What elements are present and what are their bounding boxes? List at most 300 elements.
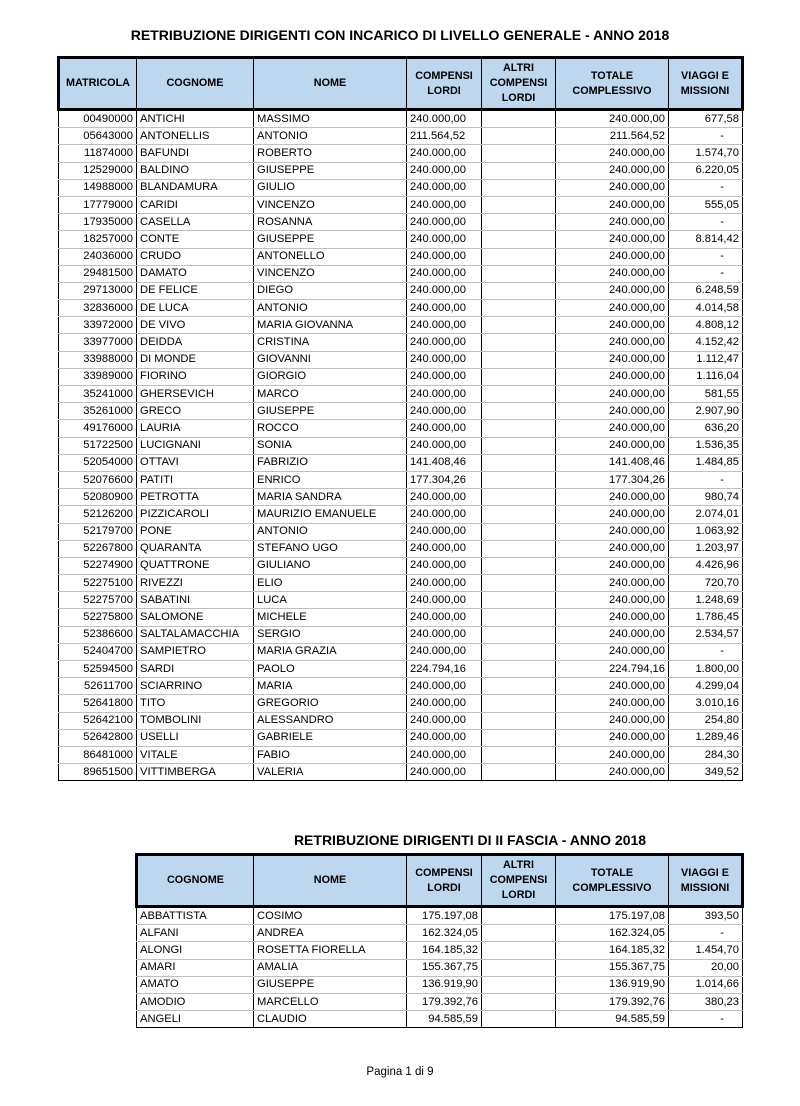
cell-matricola: 89651500 bbox=[59, 764, 137, 781]
table-row bbox=[59, 179, 743, 196]
cell-viaggi: 380,23 bbox=[669, 993, 743, 1010]
table1-title: RETRIBUZIONE DIRIGENTI CON INCARICO DI LIVELLO GENERALE - ANNO 2018 bbox=[130, 27, 670, 43]
cell-totale: 240.000,00 bbox=[556, 506, 669, 523]
cell-cognome: LAURIA bbox=[137, 420, 254, 437]
cell-altri-compensi bbox=[482, 643, 556, 660]
cell-viaggi: 4.299,04 bbox=[669, 678, 743, 695]
cell-altri-compensi bbox=[482, 942, 556, 959]
cell-totale: 175.197,08 bbox=[556, 907, 669, 925]
cell-matricola: 14988000 bbox=[59, 179, 137, 196]
cell-cognome: BAFUNDI bbox=[137, 145, 254, 162]
cell-nome: PAOLO bbox=[254, 661, 407, 678]
table-row bbox=[59, 695, 743, 712]
cell-compensi-lordi: 240.000,00 bbox=[407, 643, 482, 660]
cell-matricola: 52126200 bbox=[59, 506, 137, 523]
cell-totale: 179.392,76 bbox=[556, 993, 669, 1010]
cell-nome: MARIA GIOVANNA bbox=[254, 317, 407, 334]
table-row bbox=[59, 265, 743, 282]
cell-totale: 136.919,90 bbox=[556, 976, 669, 993]
cell-matricola: 51722500 bbox=[59, 437, 137, 454]
cell-altri-compensi bbox=[482, 282, 556, 299]
cell-matricola: 52594500 bbox=[59, 661, 137, 678]
cell-totale: 164.185,32 bbox=[556, 942, 669, 959]
cell-compensi-lordi: 240.000,00 bbox=[407, 592, 482, 609]
cell-matricola: 52274900 bbox=[59, 557, 137, 574]
cell-matricola: 52076600 bbox=[59, 471, 137, 488]
cell-nome: GIULIO bbox=[254, 179, 407, 196]
col-matricola: MATRICOLA bbox=[59, 58, 137, 110]
cell-cognome: ANTICHI bbox=[137, 110, 254, 128]
cell-nome: MARIA GRAZIA bbox=[254, 643, 407, 660]
col-nome: NOME bbox=[254, 855, 407, 907]
table-row bbox=[59, 282, 743, 299]
cell-viaggi: 1.248,69 bbox=[669, 592, 743, 609]
cell-totale: 240.000,00 bbox=[556, 592, 669, 609]
cell-matricola: 17935000 bbox=[59, 214, 137, 231]
cell-altri-compensi bbox=[482, 179, 556, 196]
cell-compensi-lordi: 240.000,00 bbox=[407, 746, 482, 763]
cell-altri-compensi bbox=[482, 334, 556, 351]
cell-viaggi: 393,50 bbox=[669, 907, 743, 925]
cell-totale: 240.000,00 bbox=[556, 557, 669, 574]
cell-viaggi: - bbox=[669, 1011, 743, 1028]
cell-cognome: ANGELI bbox=[137, 1011, 254, 1028]
cell-cognome: VITTIMBERGA bbox=[137, 764, 254, 781]
cell-nome: ROBERTO bbox=[254, 145, 407, 162]
table-row bbox=[59, 162, 743, 179]
cell-cognome: DE FELICE bbox=[137, 282, 254, 299]
cell-nome: STEFANO UGO bbox=[254, 540, 407, 557]
cell-cognome: CONTE bbox=[137, 231, 254, 248]
table-row bbox=[59, 557, 743, 574]
table-row bbox=[59, 248, 743, 265]
cell-altri-compensi bbox=[482, 925, 556, 942]
cell-cognome: PONE bbox=[137, 523, 254, 540]
cell-nome: CRISTINA bbox=[254, 334, 407, 351]
cell-totale: 240.000,00 bbox=[556, 300, 669, 317]
table-row bbox=[137, 976, 743, 993]
cell-compensi-lordi: 240.000,00 bbox=[407, 386, 482, 403]
cell-compensi-lordi: 240.000,00 bbox=[407, 265, 482, 282]
table-row bbox=[137, 1011, 743, 1028]
cell-compensi-lordi: 240.000,00 bbox=[407, 162, 482, 179]
cell-compensi-lordi: 240.000,00 bbox=[407, 317, 482, 334]
cell-matricola: 52642800 bbox=[59, 729, 137, 746]
cell-nome: GABRIELE bbox=[254, 729, 407, 746]
col-totale: TOTALE COMPLESSIVO bbox=[556, 855, 669, 907]
cell-altri-compensi bbox=[482, 592, 556, 609]
cell-compensi-lordi: 211.564,52 bbox=[407, 128, 482, 145]
table1-header-row bbox=[59, 58, 743, 110]
table-row bbox=[59, 764, 743, 781]
cell-compensi-lordi: 240.000,00 bbox=[407, 437, 482, 454]
table-row bbox=[59, 575, 743, 592]
cell-totale: 240.000,00 bbox=[556, 317, 669, 334]
cell-nome: FABRIZIO bbox=[254, 454, 407, 471]
cell-nome: ANTONIO bbox=[254, 523, 407, 540]
cell-matricola: 11874000 bbox=[59, 145, 137, 162]
cell-altri-compensi bbox=[482, 764, 556, 781]
table-row bbox=[59, 540, 743, 557]
table-row bbox=[59, 523, 743, 540]
cell-compensi-lordi: 224.794,16 bbox=[407, 661, 482, 678]
cell-matricola: 52641800 bbox=[59, 695, 137, 712]
cell-viaggi: 6.220,05 bbox=[669, 162, 743, 179]
cell-compensi-lordi: 240.000,00 bbox=[407, 678, 482, 695]
cell-nome: GIUSEPPE bbox=[254, 162, 407, 179]
cell-altri-compensi bbox=[482, 695, 556, 712]
cell-compensi-lordi: 240.000,00 bbox=[407, 145, 482, 162]
cell-cognome: DI MONDE bbox=[137, 351, 254, 368]
table-row bbox=[59, 626, 743, 643]
cell-altri-compensi bbox=[482, 993, 556, 1010]
cell-compensi-lordi: 94.585,59 bbox=[407, 1011, 482, 1028]
cell-viaggi: - bbox=[669, 925, 743, 942]
cell-cognome: ALFANI bbox=[137, 925, 254, 942]
cell-totale: 177.304,26 bbox=[556, 471, 669, 488]
cell-nome: MICHELE bbox=[254, 609, 407, 626]
cell-compensi-lordi: 240.000,00 bbox=[407, 489, 482, 506]
table-row bbox=[59, 592, 743, 609]
table-row bbox=[137, 907, 743, 925]
cell-altri-compensi bbox=[482, 678, 556, 695]
cell-cognome: BALDINO bbox=[137, 162, 254, 179]
cell-viaggi: - bbox=[669, 248, 743, 265]
cell-altri-compensi bbox=[482, 145, 556, 162]
cell-viaggi: 720,70 bbox=[669, 575, 743, 592]
cell-cognome: DE LUCA bbox=[137, 300, 254, 317]
cell-cognome: AMODIO bbox=[137, 993, 254, 1010]
cell-cognome: USELLI bbox=[137, 729, 254, 746]
cell-compensi-lordi: 240.000,00 bbox=[407, 506, 482, 523]
cell-totale: 155.367,75 bbox=[556, 959, 669, 976]
cell-compensi-lordi: 240.000,00 bbox=[407, 300, 482, 317]
cell-compensi-lordi: 240.000,00 bbox=[407, 695, 482, 712]
cell-nome: VALERIA bbox=[254, 764, 407, 781]
cell-totale: 240.000,00 bbox=[556, 746, 669, 763]
table-row bbox=[137, 993, 743, 1010]
cell-altri-compensi bbox=[482, 746, 556, 763]
page-footer: Pagina 1 di 9 bbox=[366, 1066, 434, 1078]
table-row bbox=[59, 334, 743, 351]
cell-nome: GREGORIO bbox=[254, 695, 407, 712]
cell-nome: GIUSEPPE bbox=[254, 403, 407, 420]
cell-compensi-lordi: 240.000,00 bbox=[407, 179, 482, 196]
cell-totale: 240.000,00 bbox=[556, 196, 669, 213]
cell-cognome: PETROTTA bbox=[137, 489, 254, 506]
cell-altri-compensi bbox=[482, 214, 556, 231]
cell-altri-compensi bbox=[482, 661, 556, 678]
cell-cognome: BLANDAMURA bbox=[137, 179, 254, 196]
cell-matricola: 52642100 bbox=[59, 712, 137, 729]
cell-viaggi: 1.116,04 bbox=[669, 368, 743, 385]
table-row bbox=[59, 351, 743, 368]
cell-matricola: 33989000 bbox=[59, 368, 137, 385]
cell-matricola: 33988000 bbox=[59, 351, 137, 368]
table-row bbox=[59, 489, 743, 506]
cell-viaggi: 555,05 bbox=[669, 196, 743, 213]
cell-nome: MARIA bbox=[254, 678, 407, 695]
cell-viaggi: 4.152,42 bbox=[669, 334, 743, 351]
cell-nome: VINCENZO bbox=[254, 196, 407, 213]
cell-totale: 240.000,00 bbox=[556, 179, 669, 196]
cell-compensi-lordi: 240.000,00 bbox=[407, 403, 482, 420]
cell-totale: 240.000,00 bbox=[556, 643, 669, 660]
cell-totale: 240.000,00 bbox=[556, 678, 669, 695]
cell-viaggi: 1.786,45 bbox=[669, 609, 743, 626]
cell-viaggi: 1.536,35 bbox=[669, 437, 743, 454]
cell-totale: 240.000,00 bbox=[556, 437, 669, 454]
col-totale: TOTALE COMPLESSIVO bbox=[556, 58, 669, 110]
cell-compensi-lordi: 136.919,90 bbox=[407, 976, 482, 993]
cell-viaggi: - bbox=[669, 471, 743, 488]
cell-altri-compensi bbox=[482, 907, 556, 925]
cell-cognome: DAMATO bbox=[137, 265, 254, 282]
table-row bbox=[59, 471, 743, 488]
cell-totale: 240.000,00 bbox=[556, 351, 669, 368]
cell-viaggi: 1.203,97 bbox=[669, 540, 743, 557]
cell-viaggi: 1.289,46 bbox=[669, 729, 743, 746]
cell-compensi-lordi: 240.000,00 bbox=[407, 523, 482, 540]
table-row bbox=[59, 403, 743, 420]
cell-viaggi: 1.454,70 bbox=[669, 942, 743, 959]
cell-totale: 162.324,05 bbox=[556, 925, 669, 942]
cell-totale: 211.564,52 bbox=[556, 128, 669, 145]
cell-totale: 240.000,00 bbox=[556, 334, 669, 351]
cell-cognome: AMATO bbox=[137, 976, 254, 993]
table-row bbox=[59, 643, 743, 660]
table2 bbox=[135, 853, 744, 1028]
cell-cognome: PIZZICAROLI bbox=[137, 506, 254, 523]
cell-cognome: SARDI bbox=[137, 661, 254, 678]
table-row bbox=[59, 300, 743, 317]
cell-altri-compensi bbox=[482, 317, 556, 334]
cell-nome: ROSETTA FIORELLA bbox=[254, 942, 407, 959]
cell-altri-compensi bbox=[482, 454, 556, 471]
cell-matricola: 52179700 bbox=[59, 523, 137, 540]
cell-nome: GIOVANNI bbox=[254, 351, 407, 368]
cell-compensi-lordi: 155.367,75 bbox=[407, 959, 482, 976]
cell-totale: 240.000,00 bbox=[556, 523, 669, 540]
cell-matricola: 52611700 bbox=[59, 678, 137, 695]
cell-nome: GIUSEPPE bbox=[254, 976, 407, 993]
cell-altri-compensi bbox=[482, 420, 556, 437]
cell-compensi-lordi: 240.000,00 bbox=[407, 729, 482, 746]
col-compensi-lordi: COMPENSI LORDI bbox=[407, 58, 482, 110]
cell-compensi-lordi: 141.408,46 bbox=[407, 454, 482, 471]
cell-nome: ENRICO bbox=[254, 471, 407, 488]
cell-viaggi: 1.063,92 bbox=[669, 523, 743, 540]
table-row bbox=[59, 231, 743, 248]
cell-totale: 240.000,00 bbox=[556, 626, 669, 643]
cell-compensi-lordi: 162.324,05 bbox=[407, 925, 482, 942]
cell-nome: CLAUDIO bbox=[254, 1011, 407, 1028]
col-viaggi: VIAGGI E MISSIONI bbox=[669, 58, 743, 110]
cell-compensi-lordi: 177.304,26 bbox=[407, 471, 482, 488]
table-row bbox=[59, 317, 743, 334]
table-row bbox=[59, 746, 743, 763]
cell-viaggi: 3.010,16 bbox=[669, 695, 743, 712]
cell-viaggi: 254,80 bbox=[669, 712, 743, 729]
cell-altri-compensi bbox=[482, 300, 556, 317]
col-compensi-lordi: COMPENSI LORDI bbox=[407, 855, 482, 907]
cell-viaggi: 349,52 bbox=[669, 764, 743, 781]
cell-altri-compensi bbox=[482, 523, 556, 540]
cell-nome: AMALIA bbox=[254, 959, 407, 976]
table-row bbox=[59, 196, 743, 213]
cell-viaggi: - bbox=[669, 179, 743, 196]
cell-viaggi: 980,74 bbox=[669, 489, 743, 506]
table-row bbox=[59, 729, 743, 746]
cell-totale: 240.000,00 bbox=[556, 489, 669, 506]
cell-compensi-lordi: 240.000,00 bbox=[407, 214, 482, 231]
cell-nome: VINCENZO bbox=[254, 265, 407, 282]
cell-totale: 240.000,00 bbox=[556, 214, 669, 231]
cell-matricola: 18257000 bbox=[59, 231, 137, 248]
cell-matricola: 35241000 bbox=[59, 386, 137, 403]
cell-viaggi: - bbox=[669, 128, 743, 145]
cell-matricola: 29481500 bbox=[59, 265, 137, 282]
col-viaggi: VIAGGI E MISSIONI bbox=[669, 855, 743, 907]
cell-cognome: RIVEZZI bbox=[137, 575, 254, 592]
cell-viaggi: 1.112,47 bbox=[669, 351, 743, 368]
cell-cognome: CASELLA bbox=[137, 214, 254, 231]
cell-viaggi: 2.074,01 bbox=[669, 506, 743, 523]
table1-body bbox=[59, 110, 743, 781]
cell-matricola: 86481000 bbox=[59, 746, 137, 763]
cell-nome: ANTONIO bbox=[254, 128, 407, 145]
cell-compensi-lordi: 240.000,00 bbox=[407, 282, 482, 299]
cell-altri-compensi bbox=[482, 489, 556, 506]
cell-altri-compensi bbox=[482, 976, 556, 993]
cell-altri-compensi bbox=[482, 351, 556, 368]
cell-compensi-lordi: 240.000,00 bbox=[407, 420, 482, 437]
cell-cognome: SALTALAMACCHIA bbox=[137, 626, 254, 643]
cell-cognome: SABATINI bbox=[137, 592, 254, 609]
table-row bbox=[59, 609, 743, 626]
cell-viaggi: 6.248,59 bbox=[669, 282, 743, 299]
cell-nome: GIULIANO bbox=[254, 557, 407, 574]
cell-altri-compensi bbox=[482, 265, 556, 282]
cell-viaggi: - bbox=[669, 214, 743, 231]
table-row bbox=[59, 128, 743, 145]
cell-totale: 240.000,00 bbox=[556, 248, 669, 265]
table2-title: RETRIBUZIONE DIRIGENTI DI II FASCIA - ANNO 2018 bbox=[293, 832, 647, 848]
cell-compensi-lordi: 240.000,00 bbox=[407, 609, 482, 626]
table-row bbox=[59, 506, 743, 523]
cell-cognome: CARIDI bbox=[137, 196, 254, 213]
table-row bbox=[59, 145, 743, 162]
cell-matricola: 52275700 bbox=[59, 592, 137, 609]
cell-nome: ROSANNA bbox=[254, 214, 407, 231]
cell-viaggi: - bbox=[669, 643, 743, 660]
cell-cognome: OTTAVI bbox=[137, 454, 254, 471]
cell-matricola: 52080900 bbox=[59, 489, 137, 506]
cell-matricola: 35261000 bbox=[59, 403, 137, 420]
cell-nome: ROCCO bbox=[254, 420, 407, 437]
cell-matricola: 33977000 bbox=[59, 334, 137, 351]
cell-altri-compensi bbox=[482, 575, 556, 592]
cell-totale: 240.000,00 bbox=[556, 695, 669, 712]
cell-cognome: DEIDDA bbox=[137, 334, 254, 351]
cell-viaggi: 4.426,96 bbox=[669, 557, 743, 574]
cell-matricola: 52267800 bbox=[59, 540, 137, 557]
cell-compensi-lordi: 175.197,08 bbox=[407, 907, 482, 925]
cell-totale: 240.000,00 bbox=[556, 420, 669, 437]
col-cognome: COGNOME bbox=[137, 58, 254, 110]
cell-cognome: SCIARRINO bbox=[137, 678, 254, 695]
cell-totale: 141.408,46 bbox=[556, 454, 669, 471]
table-row bbox=[137, 925, 743, 942]
cell-compensi-lordi: 164.185,32 bbox=[407, 942, 482, 959]
cell-altri-compensi bbox=[482, 557, 556, 574]
cell-matricola: 05643000 bbox=[59, 128, 137, 145]
cell-cognome: LUCIGNANI bbox=[137, 437, 254, 454]
cell-totale: 240.000,00 bbox=[556, 729, 669, 746]
cell-cognome: QUATTRONE bbox=[137, 557, 254, 574]
cell-matricola: 00490000 bbox=[59, 110, 137, 128]
cell-viaggi: 8.814,42 bbox=[669, 231, 743, 248]
cell-matricola: 24036000 bbox=[59, 248, 137, 265]
cell-totale: 240.000,00 bbox=[556, 110, 669, 128]
cell-compensi-lordi: 240.000,00 bbox=[407, 231, 482, 248]
table-row bbox=[59, 712, 743, 729]
cell-altri-compensi bbox=[482, 403, 556, 420]
table2-body bbox=[137, 907, 743, 1028]
cell-nome: COSIMO bbox=[254, 907, 407, 925]
cell-compensi-lordi: 240.000,00 bbox=[407, 248, 482, 265]
cell-nome: ANTONELLO bbox=[254, 248, 407, 265]
col-nome: NOME bbox=[254, 58, 407, 110]
cell-altri-compensi bbox=[482, 248, 556, 265]
cell-matricola: 12529000 bbox=[59, 162, 137, 179]
cell-viaggi: 1.484,85 bbox=[669, 454, 743, 471]
cell-altri-compensi bbox=[482, 437, 556, 454]
cell-altri-compensi bbox=[482, 386, 556, 403]
table-row bbox=[59, 214, 743, 231]
cell-altri-compensi bbox=[482, 231, 556, 248]
table-row bbox=[59, 420, 743, 437]
cell-viaggi: 1.014,66 bbox=[669, 976, 743, 993]
cell-compensi-lordi: 240.000,00 bbox=[407, 334, 482, 351]
cell-cognome: CRUDO bbox=[137, 248, 254, 265]
cell-totale: 240.000,00 bbox=[556, 231, 669, 248]
cell-altri-compensi bbox=[482, 959, 556, 976]
cell-nome: MARCO bbox=[254, 386, 407, 403]
cell-compensi-lordi: 240.000,00 bbox=[407, 351, 482, 368]
cell-compensi-lordi: 240.000,00 bbox=[407, 110, 482, 128]
table-row bbox=[59, 678, 743, 695]
col-cognome: COGNOME bbox=[137, 855, 254, 907]
cell-compensi-lordi: 240.000,00 bbox=[407, 540, 482, 557]
cell-altri-compensi bbox=[482, 471, 556, 488]
cell-altri-compensi bbox=[482, 626, 556, 643]
cell-totale: 240.000,00 bbox=[556, 386, 669, 403]
cell-nome: SERGIO bbox=[254, 626, 407, 643]
cell-totale: 240.000,00 bbox=[556, 368, 669, 385]
cell-cognome: PATITI bbox=[137, 471, 254, 488]
table1 bbox=[57, 56, 744, 781]
cell-totale: 240.000,00 bbox=[556, 282, 669, 299]
cell-nome: GIUSEPPE bbox=[254, 231, 407, 248]
cell-nome: MARIA SANDRA bbox=[254, 489, 407, 506]
table-row bbox=[59, 386, 743, 403]
cell-altri-compensi bbox=[482, 1011, 556, 1028]
cell-altri-compensi bbox=[482, 729, 556, 746]
cell-viaggi: - bbox=[669, 265, 743, 282]
cell-viaggi: 284,30 bbox=[669, 746, 743, 763]
cell-matricola: 32836000 bbox=[59, 300, 137, 317]
